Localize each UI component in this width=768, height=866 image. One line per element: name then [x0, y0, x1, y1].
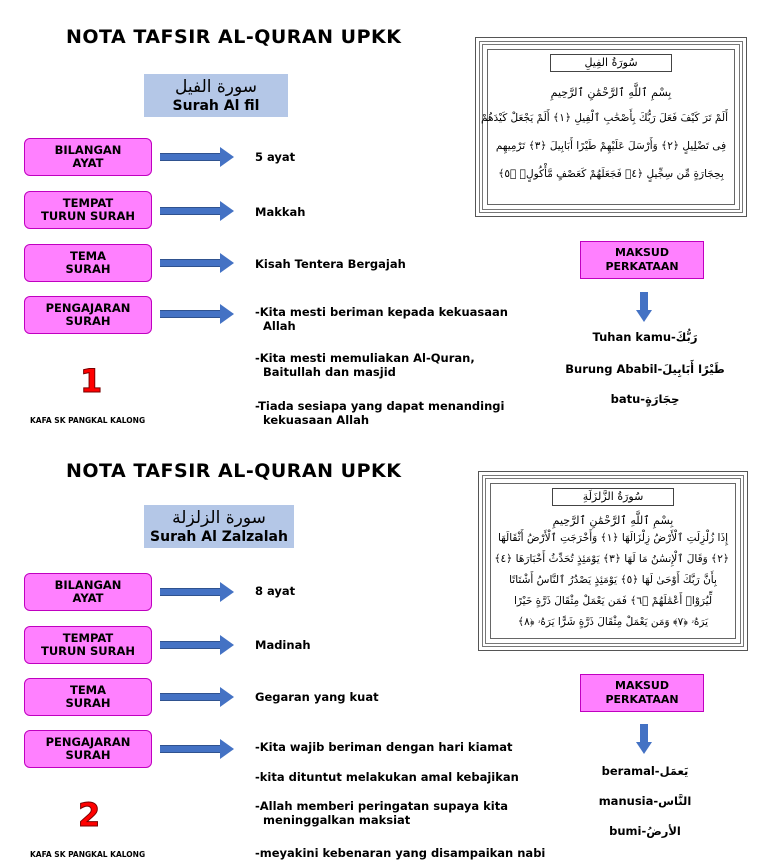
value-bilangan-ayat: 8 ayat — [255, 584, 296, 598]
label-bilangan-ayat: BILANGAN AYAT — [24, 138, 152, 176]
arrow-right-icon — [160, 638, 236, 652]
label-bilangan-ayat: BILANGAN AYAT — [24, 573, 152, 611]
page-title: NOTA TAFSIR AL-QURAN UPKK — [66, 460, 402, 482]
maksud-perkataan-label: MAKSUD PERKATAAN — [580, 674, 704, 712]
school-name: KAFA SK PANGKAL KALONG — [30, 416, 146, 425]
school-name: KAFA SK PANGKAL KALONG — [30, 850, 146, 859]
value-tema: Kisah Tentera Bergajah — [255, 257, 406, 271]
arrow-down-icon — [636, 724, 652, 754]
page-title: NOTA TAFSIR AL-QURAN UPKK — [66, 26, 402, 48]
value-tempat-turun: Madinah — [255, 638, 311, 652]
word-meaning: bumi-الأرضُ — [609, 824, 681, 838]
label-tema: TEMA SURAH — [24, 244, 152, 282]
surah-name-arabic: سورة الزلزلة — [172, 508, 266, 528]
lesson-item: -kita dituntut melakukan amal kebajikan — [255, 770, 519, 784]
surah-banner: سُورَةُ الزَّلزَلَةِ — [552, 488, 674, 506]
bismillah: بِسْمِ ٱللَّهِ ٱلرَّحْمَٰنِ ٱلرَّحِيمِ — [552, 514, 674, 527]
page-number: 2 — [78, 796, 101, 834]
word-meaning: beramal-يَعمَل — [601, 764, 689, 778]
arrow-right-icon — [160, 742, 236, 756]
value-bilangan-ayat: 5 ayat — [255, 150, 296, 164]
ayah-line: يَرَهُۥ ﴿٧﴾ وَمَن يَعْمَلْ مِثْقَالَ ذَرَّةٍ شَرًّا يَرَهُۥ ﴿٨﴾ — [517, 616, 709, 628]
maksud-perkataan-label: MAKSUD PERKATAAN — [580, 241, 704, 279]
ayah-line: أَلَمْ تَرَ كَيْفَ فَعَلَ رَبُّكَ بِأَصْحَٰبِ ٱلْفِيلِ ﴿١﴾ أَلَمْ يَجْعَلْ كَيْدَهُمْ — [480, 112, 728, 124]
arrow-right-icon — [160, 204, 236, 218]
word-meaning: Burung Ababil-طَيْرًا أَبَابِيلَ — [565, 362, 725, 376]
lesson-item: -Tiada sesiapa yang dapat menandingi kekuasaan Allah — [255, 399, 505, 427]
ayah-line: ﴿٢﴾ وَقَالَ ٱلْإِنسَٰنُ مَا لَهَا ﴿٣﴾ يَوْمَئِذٍ تُحَدِّثُ أَخْبَارَهَا ﴿٤﴾ — [494, 553, 729, 565]
arrow-right-icon — [160, 150, 236, 164]
word-meaning: batu-حِجَارَةٍ — [610, 392, 680, 406]
surah-name-latin: Surah Al Zalzalah — [150, 529, 288, 545]
arrow-right-icon — [160, 690, 236, 704]
quran-page-image — [478, 471, 748, 651]
page-number: 1 — [80, 362, 103, 400]
lesson-item: -meyakini kebenaran yang disampaikan nabi — [255, 846, 546, 860]
ayah-line: بِأَنَّ رَبَّكَ أَوْحَىٰ لَهَا ﴿٥﴾ يَوْمَئِذٍ يَصْدُرُ ٱلنَّاسُ أَشْتَاتًا — [509, 574, 717, 586]
surah-name-box — [144, 74, 288, 117]
lesson-item: -Kita mesti memuliakan Al-Quran, Baitullah dan masjid — [255, 351, 475, 379]
value-tema: Gegaran yang kuat — [255, 690, 379, 704]
word-meaning: Tuhan kamu-رَبُّكَ — [592, 330, 698, 344]
label-tema: TEMA SURAH — [24, 678, 152, 716]
arrow-right-icon — [160, 585, 236, 599]
word-meaning: manusia-النَّاس — [598, 794, 692, 808]
ayah-line: لِّيُرَوْا۟ أَعْمَٰلَهُمْ ﴿٦﴾ فَمَن يَعْمَلْ مِثْقَالَ ذَرَّةٍ خَيْرًا — [513, 595, 713, 607]
label-tempat-turun: TEMPAT TURUN SURAH — [24, 626, 152, 664]
quran-page-image — [475, 37, 747, 217]
label-pengajaran: PENGAJARAN SURAH — [24, 730, 152, 768]
surah-name-box — [144, 505, 294, 548]
surah-name-arabic: سورة الفيل — [174, 77, 258, 97]
arrow-right-icon — [160, 307, 236, 321]
surah-name-latin: Surah Al fil — [172, 98, 260, 114]
label-pengajaran: PENGAJARAN SURAH — [24, 296, 152, 334]
lesson-item: -Allah memberi peringatan supaya kita meninggalkan maksiat — [255, 799, 508, 827]
ayah-line: فِى تَضْلِيلٍ ﴿٢﴾ وَأَرْسَلَ عَلَيْهِمْ طَيْرًا أَبَابِيلَ ﴿٣﴾ تَرْمِيهِم — [495, 140, 727, 152]
ayah-line: إِذَا زُلْزِلَتِ ٱلْأَرْضُ زِلْزَالَهَا ﴿١﴾ وَأَخْرَجَتِ ٱلْأَرْضُ أَثْقَالَهَا — [497, 532, 729, 544]
arrow-down-icon — [636, 292, 652, 322]
ayah-line: بِحِجَارَةٍ مِّن سِجِّيلٍ ﴿٤﴾ فَجَعَلَهُمْ كَعَصْفٍ مَّأْكُولٍۭ ﴿٥﴾ — [498, 168, 724, 180]
label-tempat-turun: TEMPAT TURUN SURAH — [24, 191, 152, 229]
surah-banner: سُورَةُ الفِيلِ — [550, 54, 672, 72]
lesson-item: -Kita wajib beriman dengan hari kiamat — [255, 740, 513, 754]
bismillah: بِسْمِ ٱللَّهِ ٱلرَّحْمَٰنِ ٱلرَّحِيمِ — [550, 86, 672, 99]
value-tempat-turun: Makkah — [255, 205, 306, 219]
lesson-item: -Kita mesti beriman kepada kekuasaan Allah — [255, 305, 508, 333]
arrow-right-icon — [160, 256, 236, 270]
